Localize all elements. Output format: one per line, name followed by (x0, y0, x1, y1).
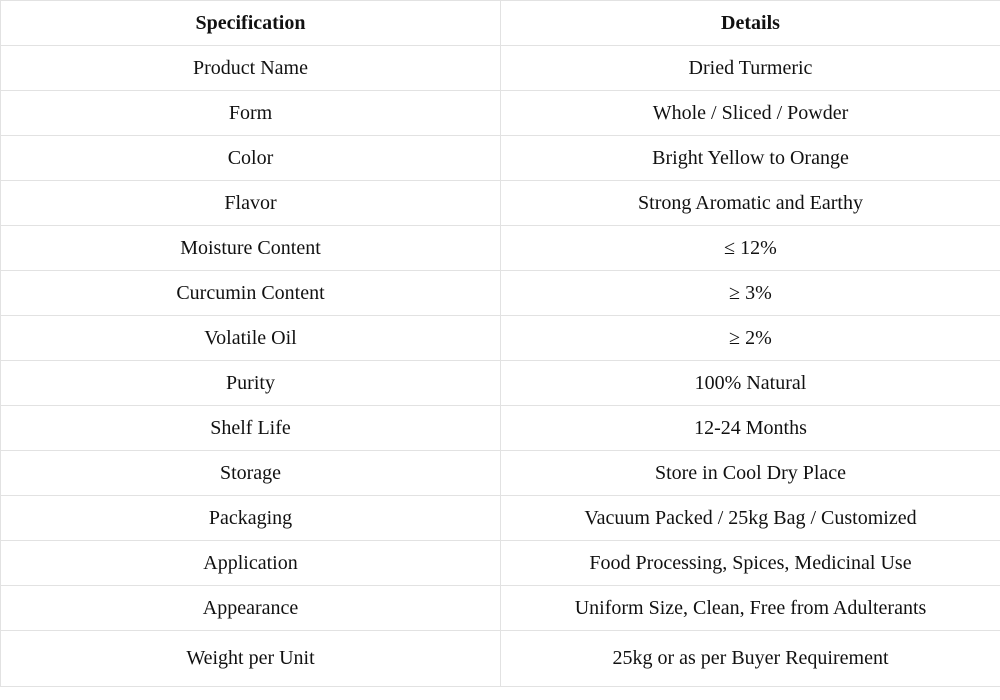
spec-value: Strong Aromatic and Earthy (501, 181, 1000, 226)
table-header (1, 1, 1000, 46)
spec-label: Volatile Oil (1, 316, 501, 361)
spec-value: Food Processing, Spices, Medicinal Use (501, 541, 1000, 586)
spec-value: ≥ 3% (501, 271, 1000, 316)
table-row (1, 226, 1000, 271)
table-row (1, 406, 1000, 451)
table-body (1, 46, 1000, 687)
table-row (1, 631, 1000, 687)
spec-value: Uniform Size, Clean, Free from Adulterants (501, 586, 1000, 631)
spec-value: Store in Cool Dry Place (501, 451, 1000, 496)
spec-label: Storage (1, 451, 501, 496)
spec-label: Flavor (1, 181, 501, 226)
spec-label: Moisture Content (1, 226, 501, 271)
table-row (1, 496, 1000, 541)
spec-label: Packaging (1, 496, 501, 541)
table-row (1, 271, 1000, 316)
table-row (1, 181, 1000, 226)
spec-label: Form (1, 91, 501, 136)
spec-label: Appearance (1, 586, 501, 631)
spec-label: Shelf Life (1, 406, 501, 451)
spec-label: Weight per Unit (1, 631, 501, 687)
spec-value: Whole / Sliced / Powder (501, 91, 1000, 136)
spec-label: Purity (1, 361, 501, 406)
spec-label: Color (1, 136, 501, 181)
table-row (1, 586, 1000, 631)
header-row (1, 1, 1000, 46)
spec-value: ≥ 2% (501, 316, 1000, 361)
spec-label: Curcumin Content (1, 271, 501, 316)
spec-value: ≤ 12% (501, 226, 1000, 271)
spec-value: Dried Turmeric (501, 46, 1000, 91)
spec-value: 12-24 Months (501, 406, 1000, 451)
table-row (1, 136, 1000, 181)
spec-value: Vacuum Packed / 25kg Bag / Customized (501, 496, 1000, 541)
spec-label: Product Name (1, 46, 501, 91)
table-row (1, 541, 1000, 586)
table-row (1, 361, 1000, 406)
table-row (1, 46, 1000, 91)
spec-value: Bright Yellow to Orange (501, 136, 1000, 181)
spec-value: 100% Natural (501, 361, 1000, 406)
header-specification: Specification (1, 1, 501, 46)
spec-value: 25kg or as per Buyer Requirement (501, 631, 1000, 687)
table-row (1, 316, 1000, 361)
table-row (1, 451, 1000, 496)
table-row (1, 91, 1000, 136)
spec-label: Application (1, 541, 501, 586)
header-details: Details (501, 1, 1000, 46)
